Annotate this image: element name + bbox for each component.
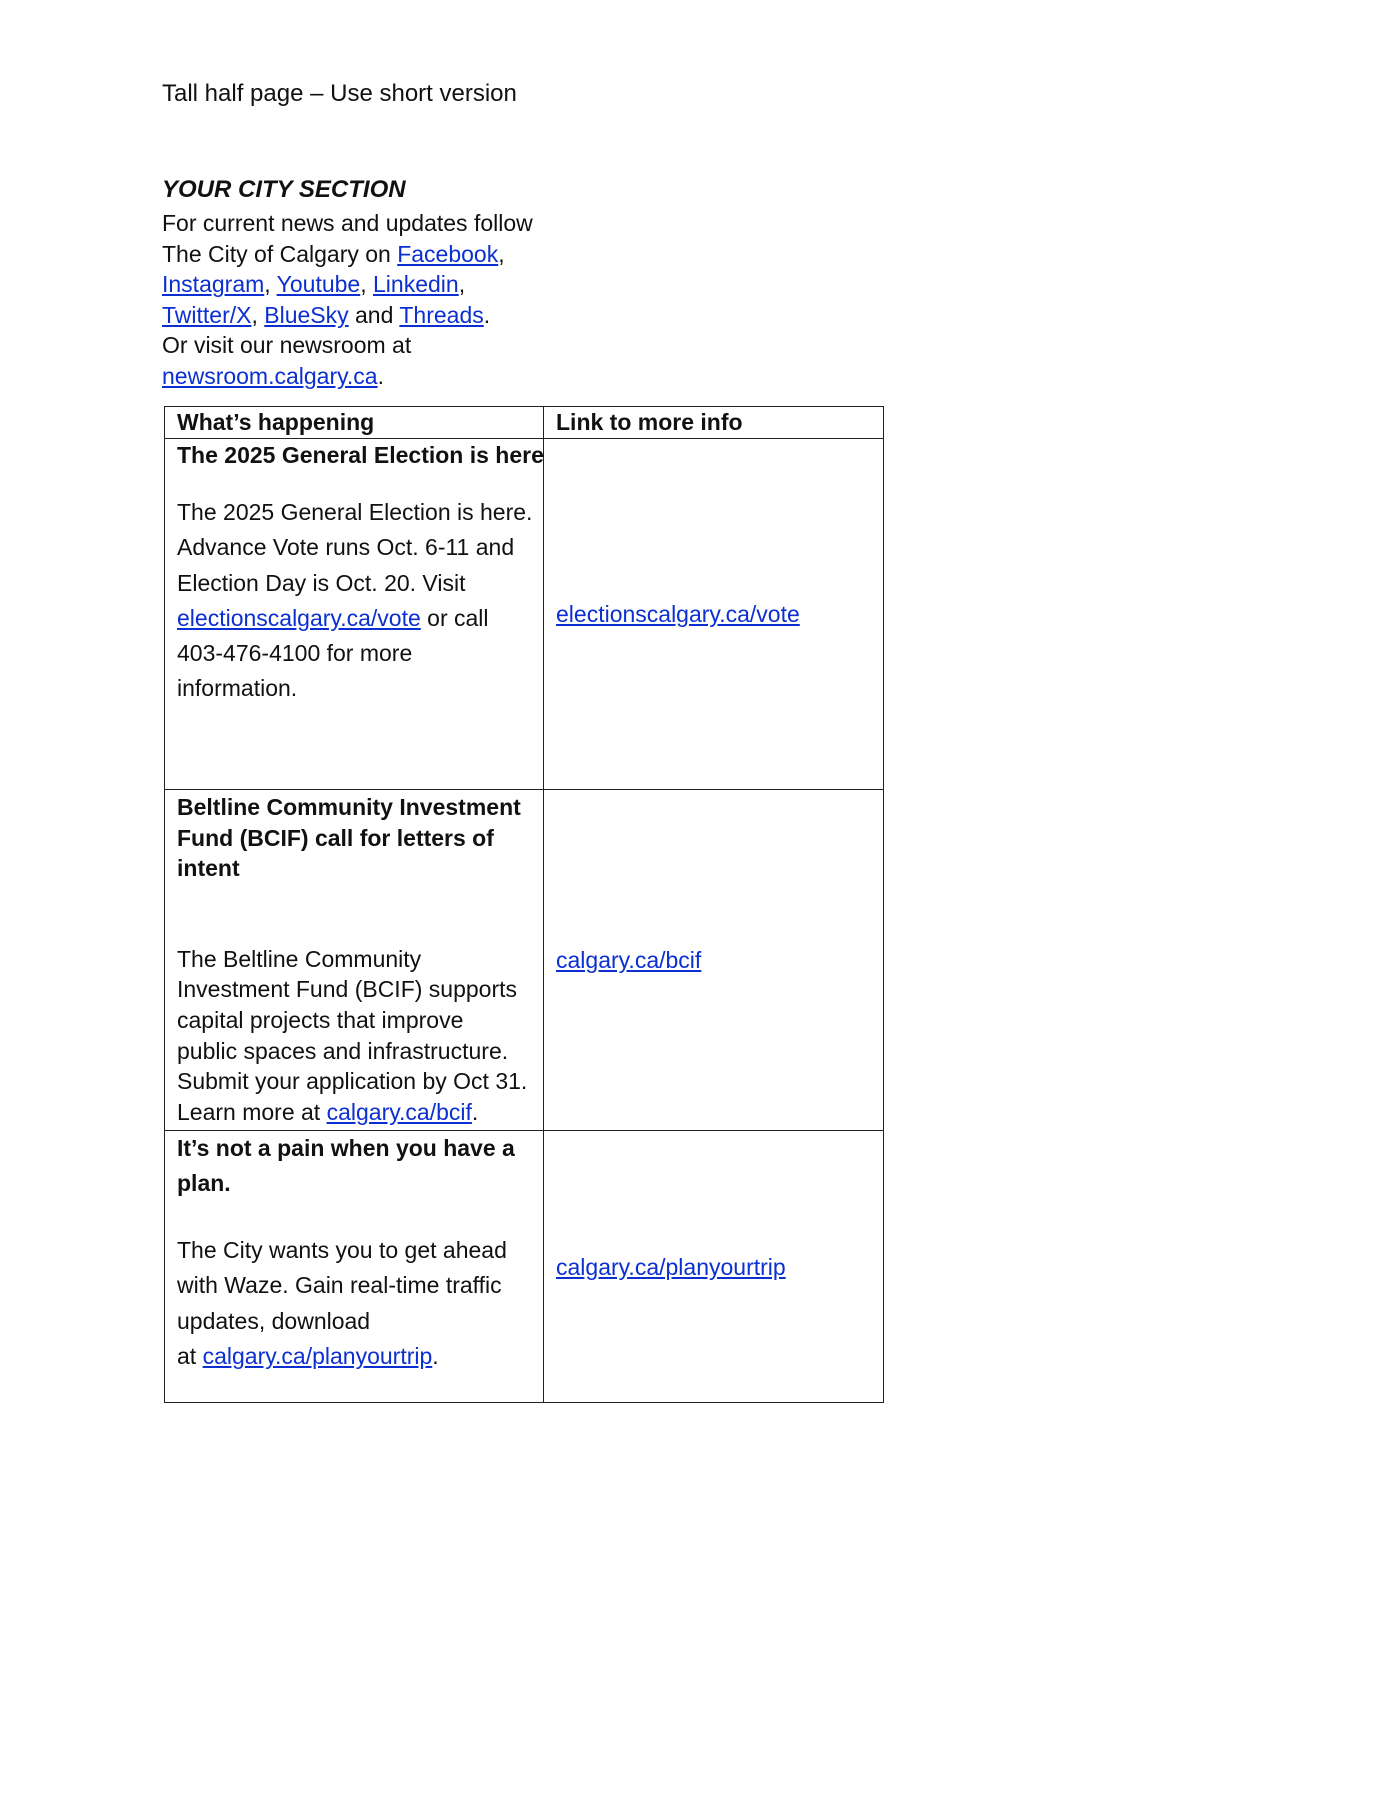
item-body-line: The Beltline Community: [177, 945, 422, 972]
item-body-line: [177, 1339, 533, 1374]
intro-line: [162, 300, 582, 331]
planyourtrip-link[interactable]: calgary.ca/planyourtrip: [556, 1253, 786, 1280]
item-title-line: intent: [177, 855, 240, 882]
item-body-line: The City wants you to get ahead: [177, 1237, 507, 1263]
item-body-line: The 2025 General Election is here.: [177, 499, 533, 525]
link-cell: [544, 790, 884, 1131]
info-table: [164, 406, 884, 1403]
punctuation: .: [483, 301, 491, 328]
item-body-line: updates, download: [177, 1307, 371, 1334]
intro-paragraph: [162, 208, 582, 392]
bluesky-link[interactable]: BlueSky: [264, 301, 349, 328]
item-body-line: Advance Vote runs Oct. 6-11 and: [177, 534, 515, 561]
item-title-line: It’s not a pain when you have a: [177, 1135, 515, 1161]
header-whats-happening: What’s happening: [165, 407, 544, 439]
item-body: [177, 944, 533, 1128]
item-body-text: Learn more at: [177, 1098, 327, 1125]
linkedin-link[interactable]: Linkedin: [373, 271, 459, 298]
table-row: [165, 439, 884, 790]
punctuation: ,: [360, 271, 367, 298]
item-body: [177, 1233, 533, 1374]
intro-line: [162, 208, 582, 239]
punctuation: .: [377, 362, 384, 389]
intro-line: [162, 239, 582, 270]
item-title-line: plan.: [177, 1170, 231, 1196]
punctuation: ,: [264, 271, 271, 298]
intro-line: [162, 361, 582, 392]
item-body-line: Investment Fund (BCIF) supports: [177, 976, 518, 1003]
item-title: The 2025 General Election is here: [177, 442, 544, 468]
item-title: [177, 1131, 533, 1201]
item-cell: [165, 1131, 544, 1403]
item-body-text: at: [177, 1342, 203, 1369]
item-body-line: information.: [177, 675, 298, 702]
item-body-line: capital projects that improve: [177, 1006, 464, 1033]
intro-text: Or visit our newsroom at: [162, 332, 412, 359]
table-row: [165, 790, 884, 1131]
twitter-link[interactable]: Twitter/X: [162, 301, 252, 328]
link-cell: [544, 439, 884, 790]
intro-text: The City of Calgary on: [162, 240, 398, 267]
item-title-line: Beltline Community Investment: [177, 794, 521, 820]
bcif-link[interactable]: calgary.ca/bcif: [556, 947, 702, 973]
intro-line: [162, 330, 582, 361]
election-link[interactable]: electionscalgary.ca/vote: [556, 601, 800, 627]
item-body-line: with Waze. Gain real-time traffic: [177, 1272, 502, 1299]
item-title: [177, 792, 533, 884]
facebook-link[interactable]: Facebook: [397, 240, 499, 267]
item-cell: [165, 439, 544, 790]
table-header-row: [165, 407, 884, 439]
item-body-text: or call: [420, 604, 489, 631]
instagram-link[interactable]: Instagram: [162, 271, 265, 298]
punctuation: ,: [251, 301, 258, 328]
item-body-line: [177, 1097, 533, 1128]
punctuation: .: [432, 1342, 439, 1369]
planyourtrip-inline-link[interactable]: calgary.ca/planyourtrip: [202, 1342, 433, 1369]
item-cell: [165, 790, 544, 1131]
intro-text: and: [348, 301, 400, 328]
item-body-line: 403-476-4100 for more: [177, 640, 413, 667]
item-body-line: Election Day is Oct. 20. Visit: [177, 569, 466, 596]
header-link-info: Link to more info: [544, 407, 884, 439]
item-body: [177, 495, 533, 707]
punctuation: ,: [458, 271, 466, 298]
header-note: Tall half page – Use short version: [162, 80, 517, 107]
intro-line: [162, 269, 582, 300]
threads-link[interactable]: Threads: [399, 301, 484, 328]
intro-text: For current news and updates follow: [162, 210, 533, 236]
item-body-line: public spaces and infrastructure.: [177, 1037, 509, 1064]
youtube-link[interactable]: Youtube: [276, 271, 361, 298]
item-body-line: Submit your application by Oct 31.: [177, 1068, 528, 1095]
table-row: [165, 1131, 884, 1403]
section-title: YOUR CITY SECTION: [162, 176, 406, 203]
item-body-line: [177, 601, 533, 636]
item-title-line: Fund (BCIF) call for letters of: [177, 824, 494, 851]
link-cell: [544, 1131, 884, 1403]
election-inline-link[interactable]: electionscalgary.ca/vote: [177, 604, 421, 631]
bcif-inline-link[interactable]: calgary.ca/bcif: [326, 1098, 472, 1125]
newsroom-link[interactable]: newsroom.calgary.ca: [162, 362, 378, 389]
punctuation: ,: [498, 240, 505, 267]
punctuation: .: [471, 1098, 479, 1125]
